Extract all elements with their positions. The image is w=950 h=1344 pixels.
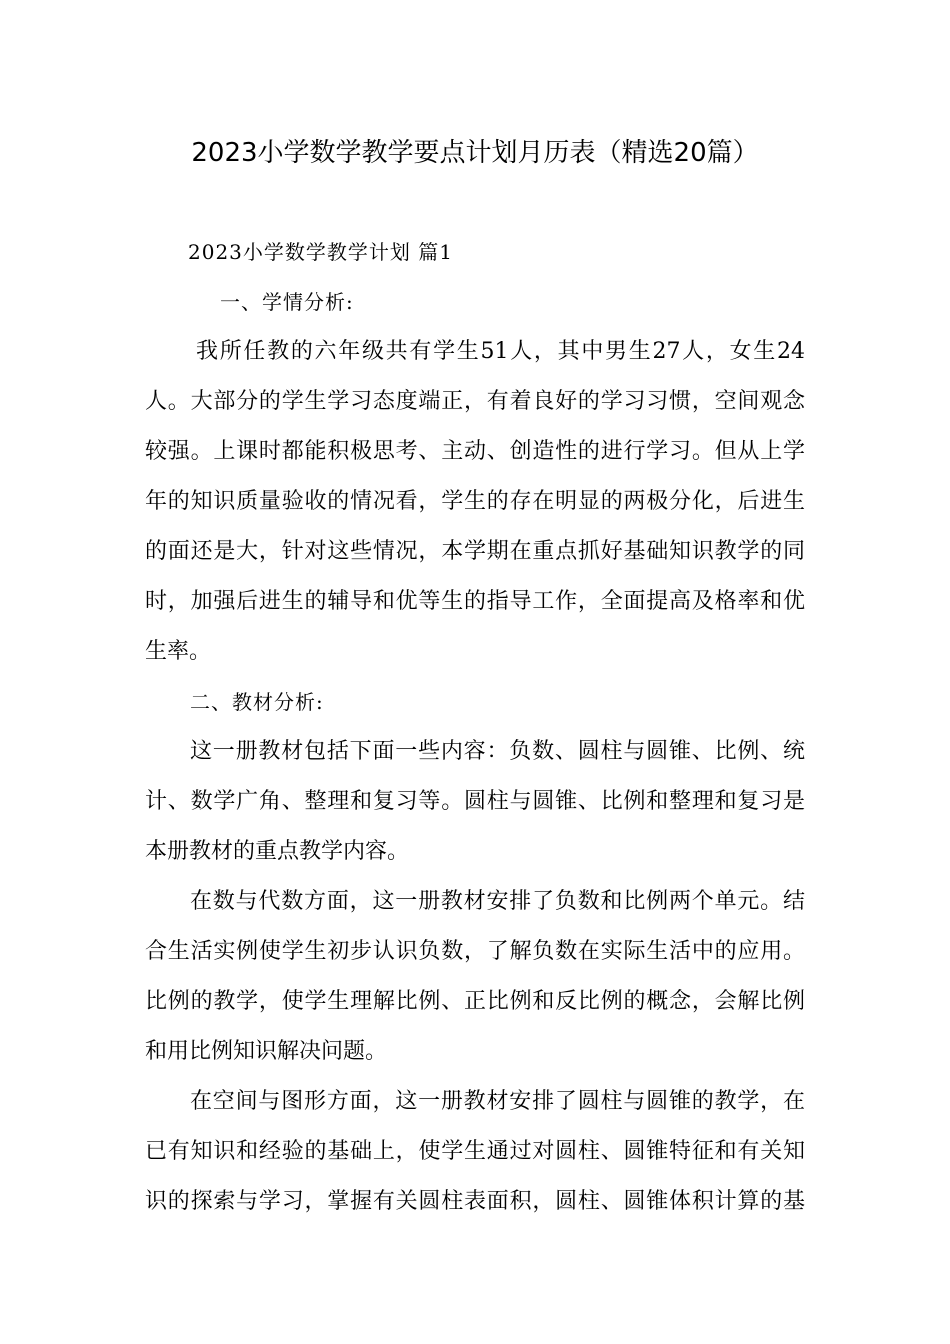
section-heading: 2023小学数学教学计划 篇1: [188, 240, 453, 264]
paragraph-line: 年的知识质量验收的情况看，学生的存在明显的两极分化，后进生: [145, 489, 805, 514]
paragraph-line: 这一册教材包括下面一些内容：负数、圆柱与圆锥、比例、统: [190, 739, 805, 764]
paragraph-line: 比例的教学，使学生理解比例、正比例和反比例的概念，会解比例: [145, 989, 805, 1014]
paragraph-line: 本册教材的重点教学内容。: [145, 839, 410, 864]
paragraph-line: 的面还是大，针对这些情况，本学期在重点抓好基础知识教学的同: [145, 539, 805, 564]
paragraph-line: 和用比例知识解决问题。: [145, 1039, 388, 1064]
paragraph-line: 我所任教的六年级共有学生51人，其中男生27人，女生24: [196, 339, 805, 364]
paragraph-line: 识的探索与学习，掌握有关圆柱表面积，圆柱、圆锥体积计算的基: [145, 1189, 805, 1214]
paragraph-line: 在数与代数方面，这一册教材安排了负数和比例两个单元。结: [190, 889, 805, 914]
paragraph-line: 人。大部分的学生学习态度端正，有着良好的学习习惯，空间观念: [145, 389, 805, 414]
paragraph-line: 生率。: [145, 639, 212, 664]
paragraph-line: 在空间与图形方面，这一册教材安排了圆柱与圆锥的教学，在: [190, 1089, 805, 1114]
paragraph-line: 较强。上课时都能积极思考、主动、创造性的进行学习。但从上学: [145, 439, 805, 464]
part1-heading: 一、学情分析:: [220, 290, 354, 314]
paragraph-line: 合生活实例使学生初步认识负数，了解负数在实际生活中的应用。: [145, 939, 805, 964]
paragraph-line: 计、数学广角、整理和复习等。圆柱与圆锥、比例和整理和复习是: [145, 789, 805, 814]
document-title: 2023小学数学教学要点计划月历表（精选20篇）: [191, 138, 759, 168]
paragraph-line: 已有知识和经验的基础上，使学生通过对圆柱、圆锥特征和有关知: [145, 1139, 805, 1164]
part2-heading: 二、教材分析:: [190, 690, 324, 714]
paragraph-line: 时，加强后进生的辅导和优等生的指导工作，全面提高及格率和优: [145, 589, 805, 614]
